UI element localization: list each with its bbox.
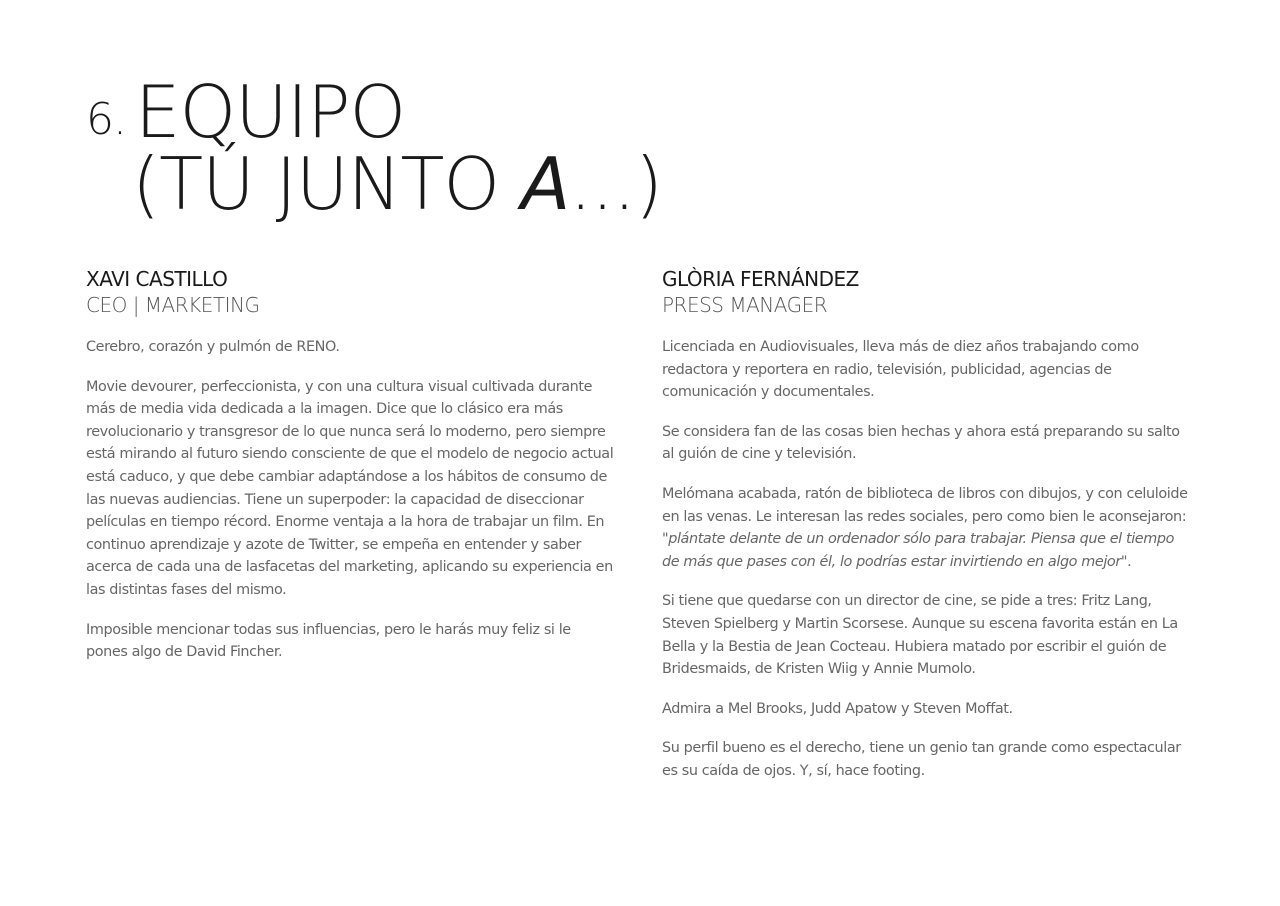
bio-paragraph: Cerebro, corazón y pulmón de RENO. xyxy=(86,339,340,355)
bio-paragraph: Licenciada en Audiovisuales, lleva más de diez años trabajando como redactora y reportera en radio, televisión, publicidad, agencias de comunicación y documentales. xyxy=(662,339,1139,401)
member-role: PRESS MANAGER xyxy=(662,293,828,317)
bio-paragraph: Admira a Mel Brooks, Judd Apatow y Steven Moffat. xyxy=(662,700,1013,717)
section-title: EQUIPO xyxy=(135,70,406,154)
bio-paragraph: Su perfil bueno es el derecho, tiene un genio tan grande como espectacular es su caída de ojos. Y, sí, hace footing. xyxy=(662,740,1181,779)
bio-paragraph: Si tiene que quedarse con un director de cine, se pide a tres: Fritz Lang, Steven Spielberg y Martin Scorsese. Aunque su escena favorita están en La Bella y la Bestia de Jean Cocteau. Hubiera matado por escribir el guión de Bridesmaids, de Kristen Wiig y Annie Mumolo. xyxy=(662,593,1178,678)
bio-quote: "plántate delante de un ordenador sólo para trabajar. Piensa que el tiempo de más que pases con él, lo podrías estar invirtiendo en algo mejor" xyxy=(662,531,1175,570)
subtitle-italic: A xyxy=(521,142,570,226)
bio-text-end: . xyxy=(1127,553,1132,570)
member-name: XAVI CASTILLO xyxy=(86,267,228,291)
subtitle-close: ...) xyxy=(569,142,663,226)
bio-text: Melómana acabada, ratón de biblioteca de libros con dibujos, y con celuloide en las venas. Le interesan las redes sociales, pero como bien le aconsejaron: xyxy=(662,485,1188,525)
member-xavi-castillo xyxy=(86,266,616,681)
section-heading xyxy=(86,70,786,246)
section-number: 6. xyxy=(86,94,126,145)
member-name: GLÒRIA FERNÁNDEZ xyxy=(662,267,859,291)
bio-paragraph: Movie devourer, perfeccionista, y con una cultura visual cultivada durante más de media vida dedicada a la imagen. Dice que lo clásico era más revolucionario y transgresor de lo que nunca será lo moderno, pero siempre está mirando al futuro siendo consciente de que el modelo de negocio actual está caduco, y que debe cambiar adaptándose a los hábitos de consumo de las nuevas audiencias. Tiene un superpoder: la capacidad de diseccionar películas en tiempo récord. Enorme ventaja a la hora de trabajar un film. En continuo aprendizaje y azote de Twitter, se empeña en entender y saber acerca de cada una de lasfacetas del marketing, aplicando su experiencia en las distintas fases del mismo. xyxy=(86,378,614,598)
section-subtitle xyxy=(132,142,663,226)
bio-paragraph: Imposible mencionar todas sus influencias, pero le harás muy feliz si le pones algo de David Fincher. xyxy=(86,621,571,661)
subtitle-open: (TÚ JUNTO xyxy=(132,142,521,226)
member-gloria-fernandez xyxy=(662,266,1192,800)
bio-paragraph: Se considera fan de las cosas bien hechas y ahora está preparando su salto al guión de cine y televisión. xyxy=(662,423,1180,463)
bio-paragraph-quote xyxy=(662,483,1192,573)
member-role: CEO | MARKETING xyxy=(86,293,260,317)
